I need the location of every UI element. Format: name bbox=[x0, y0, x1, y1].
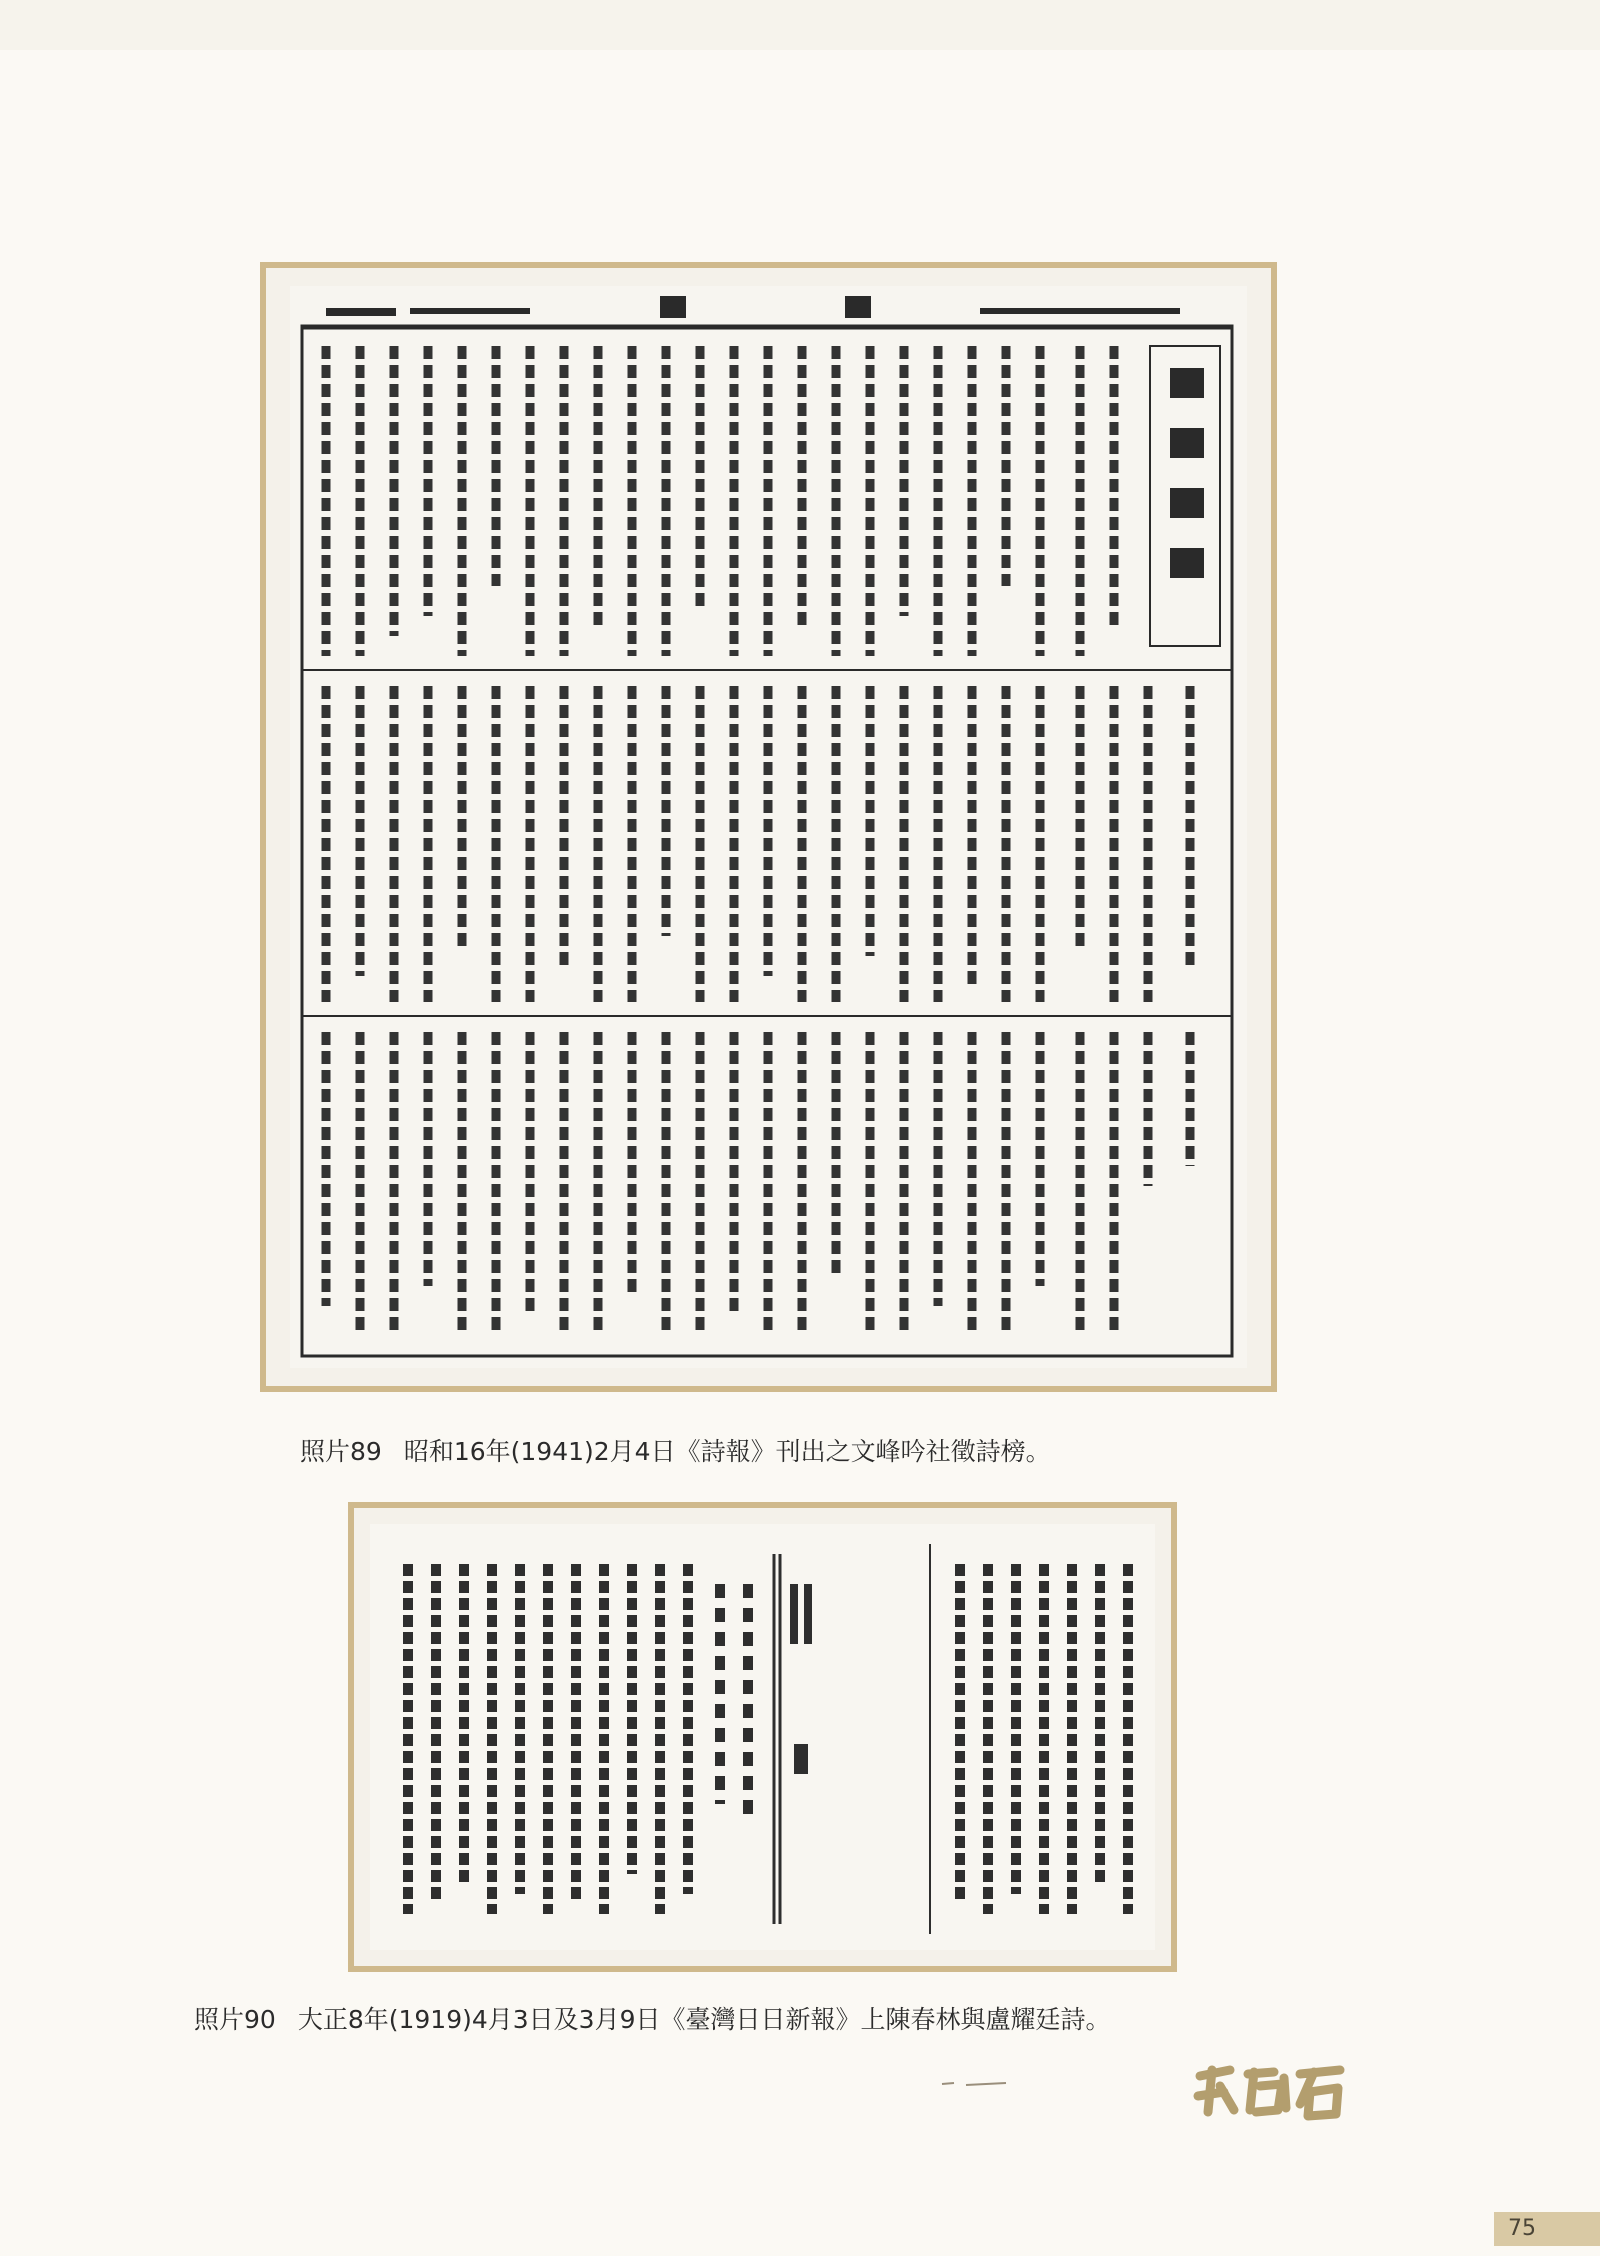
page-number: 75 bbox=[1494, 2212, 1600, 2246]
photo-90-caption bbox=[194, 2000, 1110, 2036]
photo-89-image bbox=[290, 286, 1247, 1368]
photo-89-caption-label: 照片89 bbox=[300, 1437, 382, 1466]
top-strip bbox=[0, 0, 1600, 50]
photo-89-caption-text: 昭和16年(1941)2月4日《詩報》刊出之文峰吟社徵詩榜。 bbox=[403, 1437, 1051, 1466]
photo-89-caption bbox=[300, 1432, 1051, 1468]
brush-mark bbox=[940, 2078, 1010, 2090]
photo-90-caption-text: 大正8年(1919)4月3日及3月9日《臺灣日日新報》上陳春林與盧耀廷詩。 bbox=[297, 2005, 1111, 2034]
photo-89-frame bbox=[260, 262, 1277, 1392]
photo-90-frame bbox=[348, 1502, 1177, 1972]
brand-logo bbox=[1190, 2056, 1350, 2122]
photo-90-image bbox=[370, 1524, 1155, 1950]
photo-90-caption-label: 照片90 bbox=[194, 2005, 276, 2034]
